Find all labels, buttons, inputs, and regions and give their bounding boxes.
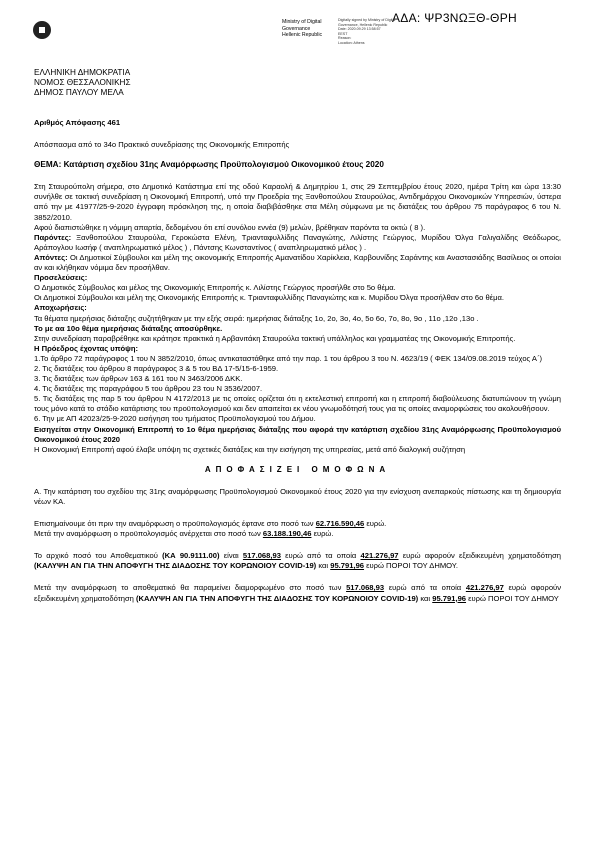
- agenda-order-line: Τα θέματα ημερήσιας διάταξης συζητήθηκαν με την εξής σειρά: ημερήσιας διάταξης 1ο, 2ο, 3ο, 4ο, 5ο 6ο, 7ο, 8ο, 9ο , 11ο ,12ο ,13ο .: [34, 313, 479, 323]
- chair-label: Η Πρόεδρος έχοντας υπόψη:: [34, 343, 139, 353]
- document-body: [34, 118, 561, 604]
- arrivals-line: Οι Δημοτικοί Σύμβουλοι και μέλη της Οικονομικής Επιτροπής κ. Τριανταφυλλίδης Παναγιώτης και κ. Μυρίδου Όλγα προσήλθαν στο 6ο θέμα.: [34, 293, 504, 303]
- secretary-paragraph: Στην συνεδρίαση παραβρέθηκε και κράτησε πρακτικά η Αρβανιτάκη Σταυρούλα τακτική υπάλληλος και γραμματέας της Οικονομικής Επιτροπής.: [34, 333, 516, 343]
- reserve-code: (ΚΑ 90.9111.00): [162, 551, 220, 561]
- present-label: Παρόντες:: [34, 232, 72, 242]
- reserve-text: ευρώ από τα οποία: [280, 551, 361, 561]
- reference-item: 2. Τις διατάξεις του άρθρου 8 παράγραφος 3 & 5 του ΒΔ 17-5/15-6-1959.: [34, 363, 279, 373]
- budget-before-prefix: Επισημαίνουμε ότι πριν την αναμόρφωση ο προϋπολογισμός έφτανε στο ποσό των: [34, 519, 316, 529]
- budget-after-line: [34, 529, 561, 539]
- quorum-line: Αφού διαπιστώθηκε η νόμιμη απαρτία, δεδομένου ότι επί συνόλου εννέα (9) μελών, βρέθηκαν παρόντα τα οκτώ ( 8 ).: [34, 222, 426, 232]
- ada-code: ΑΔΑ: ΨΡ3ΝΩΞΘ-ΘΡΗ: [392, 11, 517, 25]
- budget-after-suffix: ευρώ.: [311, 529, 334, 539]
- issuer-line: Ministry of Digital: [282, 19, 322, 25]
- header-line: ΔΗΜΟΣ ΠΑΥΛΟΥ ΜΕΛΑ: [34, 88, 124, 98]
- excerpt-line: Απόσπασμα από το 34ο Πρακτικό συνεδρίασης της Οικονομικής Επιτροπής: [34, 140, 290, 150]
- present-text: Ξανθοπούλου Σταυρούλα, Γεροκώστα Ελένη, Τριανταφυλλίδης Παναγιώτης, Λιλίστης Γεώργιος, Μυρίδου Όλγα Γαλιγαλίδης Θεόδωρος, Αράπογλου Ιωσήφ ( αναπληρωματικό μέλος ) , Πάντσης Κωνσταντίνος ( αναπληρωματικό μέλος ) .: [34, 232, 561, 252]
- budget-before-line: [34, 519, 561, 529]
- reserve-amount: 95.791,96: [330, 561, 365, 571]
- reserve-amount: 517.068,93: [242, 551, 281, 561]
- arrivals-label: Προσελεύσεις:: [34, 273, 88, 283]
- absent-label: Απόντες:: [34, 252, 68, 262]
- absent-text: Οι Δημοτικοί Σύμβουλοι και μέλη της οικονομικής Επιτροπής Αμανατίδου Χαρίκλεια, Καρβουνίδης Σαράντης και Αναστασιάδης Βασίλειος οι οποίοι αν και κλήθηκαν νόμιμα δεν προσήλθαν.: [34, 252, 561, 273]
- reserve-paragraph: [34, 551, 561, 571]
- departures-label: Αποχωρήσεις:: [34, 303, 87, 313]
- covid-funding-label: (ΚΑΛΥΨΗ ΑΝ ΓΙΑ ΤΗΝ ΑΠΟΦΥΓΗ ΤΗΣ ΔΙΑΔΟΣΗΣ ΤΟΥ ΚΟΡΩΝΟΙΟΥ COVID-19): [136, 593, 419, 603]
- signature-meta-line: Digitally signed by Ministry of Digital: [338, 18, 396, 22]
- signature-meta-line: EEST: [338, 31, 348, 36]
- reserve-text: ευρώ αφορούν εξειδικευμένη χρηματοδότηση: [398, 551, 561, 561]
- header-line: ΝΟΜΟΣ ΘΕΣΣΑΛΟΝΙΚΗΣ: [34, 78, 131, 88]
- reserve-after-amount: 421.276,97: [465, 583, 504, 593]
- reserve-after-text: και: [418, 593, 433, 603]
- reserve-text: Το αρχικό ποσό του Αποθεματικού: [34, 551, 163, 561]
- authority-header: [34, 68, 131, 99]
- issuer-line: Governance: [282, 25, 311, 32]
- covid-funding-label: (ΚΑΛΥΨΗ ΑΝ ΓΙΑ ΤΗΝ ΑΠΟΦΥΓΗ ΤΗΣ ΔΙΑΔΟΣΗΣ ΤΟΥ ΚΟΡΩΝΟΙΟΥ COVID-19): [34, 561, 317, 571]
- reference-item: 6. Την με ΑΠ 42023/25-9-2020 εισήγηση του τμήματος Προϋπολογισμού του Δήμου.: [34, 414, 316, 424]
- budget-before-suffix: ευρώ.: [364, 519, 387, 529]
- header-line: ΕΛΛΗΝΙΚΗ ΔΗΜΟΚΡΑΤΙΑ: [34, 68, 131, 77]
- reference-item: 1.Το άρθρο 72 παράγραφος 1 του Ν 3852/2010, όπως αντικαταστάθηκε από την παρ. 1 του άρθρου 3 του Ν. 4623/19 ( ΦΕΚ 134/09.08.2019 τεύχος Α΄): [34, 353, 543, 363]
- introduces-paragraph: Εισηγείται στην Οικονομική Επιτροπή το 1ο θέμα ημερήσιας διάταξης που αφορά την κατάρτιση σχεδίου 31ης Αναμόρφωσης Προϋπολογισμού Οικονομικού έτους 2020: [34, 424, 561, 444]
- signature-issuer: [282, 19, 322, 39]
- reserve-after-text: ευρώ ΠΟΡΟΙ ΤΟΥ ΔΗΜΟΥ: [466, 593, 559, 603]
- reserve-amount: 421.276,97: [360, 551, 399, 561]
- signature-metadata: [338, 18, 395, 46]
- reserve-after-amount: 95.791,96: [432, 593, 467, 603]
- reserve-after-text: ευρώ από τα οποία: [384, 583, 466, 593]
- signature-meta-line: Reason:: [338, 36, 352, 41]
- signature-meta-line: Governance, Hellenic Republic: [338, 22, 388, 27]
- reference-item: 4. Τις διατάξεις της παραγράφου 5 του άρθρου 23 του Ν 3536/2007.: [34, 384, 263, 394]
- reserve-text: και: [316, 561, 331, 571]
- budget-before-amount: 62.716.590,46: [315, 519, 365, 529]
- subject-line: ΘΕΜΑ: Κατάρτιση σχεδίου 31ης Αναμόρφωσης Προϋπολογισμού Οικονομικού έτους 2020: [34, 160, 384, 170]
- reserve-after-text: Μετά την αναμόρφωση το αποθεματικό θα παραμείνει διαμορφωμένο στο ποσό των: [34, 583, 347, 593]
- intro-paragraph: Στη Σταυρούπολη σήμερα, στο Δημοτικό Κατάστημα επί της οδού Καραολή & Δημητρίου 1, στις 29 Σεπτεμβρίου έτους 2020, ημέρα Τρίτη και ώρα 13:30 συνήλθε σε τακτική συνεδρίαση η Οικονομική Επιτροπή, υπό την Προεδρία της Ξανθοπούλου Σταυρούλας, Αντιδημάρχου Οικονομικών Υπηρεσιών, ύστερα από την με 41977/25-9-2020 έγγραφη πρόσκληση της, η οποία διαβιβάσθηκε στα Μέλη σύμφωνα με τις διατάξεις του άρθρου 75 παράγραφος 6 του Ν. 3852/2010.: [34, 182, 561, 222]
- issuer-line: Hellenic Republic: [282, 32, 323, 39]
- item-a-paragraph: Α. Την κατάρτιση του σχεδίου της 31ης αναμόρφωσης Προϋπολογισμού Οικονομικού έτους 2020 για την ενίσχυση ανεπαρκούς πίστωσης και τη δημιουργία νέων ΚΑ.: [34, 486, 561, 506]
- budget-after-amount: 63.188.190,46: [262, 529, 312, 539]
- decision-heading: ΑΠΟΦΑΣΙΖΕΙ ΟΜΟΦΩΝΑ: [204, 464, 391, 474]
- budget-after-prefix: Μετά την αναμόρφωση ο προϋπολογισμός ανέρχεται στο ποσό των: [34, 529, 263, 539]
- decision-number: Αριθμός Απόφασης 461: [34, 118, 121, 127]
- reserve-text: είναι: [219, 551, 243, 561]
- withdrawn-item-line: Το με αα 10ο θέμα ημερήσιας διάταξης αποσύρθηκε.: [34, 323, 223, 333]
- reference-item: 3. Τις διατάξεις των άρθρων 163 & 161 του Ν 3463/2006 ΔΚΚ.: [34, 374, 243, 384]
- reference-item: 5. Τις διατάξεις της παρ 5 του άρθρου Ν 4172/2013 με τις οποίες ορίζεται ότι η εκτελεστική επιτροπή και η επιτροπή διαβούλευσης διατυπώνουν τη γνώμη τους μόνο κατά το στάδιο κατάρτισης του προϋπολογισμού και δεν απαιτείται εκ νέου γνωμοδότησή τους για τις οποίες αναμορφώσεις του ακολουθήσουν.: [34, 394, 561, 414]
- reserve-after-amount: 517.068,93: [346, 583, 385, 593]
- present-paragraph: [34, 233, 561, 253]
- signature-meta-line: Date: 2020.09.29 13:58:57: [338, 27, 381, 32]
- government-seal-icon: [33, 21, 51, 39]
- absent-paragraph: [34, 253, 561, 273]
- arrivals-line: Ο Δημοτικός Σύμβουλος και μέλος της Οικονομικής Επιτροπής κ. Λιλίστης Γεώργιος προσήλθε στο 5ο θέμα.: [34, 283, 396, 293]
- reserve-after-text: ευρώ αφορούν εξειδικευμένη χρηματοδότηση: [34, 583, 561, 603]
- committee-paragraph: Η Οικονομική Επιτροπή αφού έλαβε υπόψη τις σχετικές διατάξεις και την εισήγηση της υπηρεσίας, μετά από διαλογική συζήτηση: [34, 444, 466, 454]
- reserve-text: ευρώ ΠΟΡΟΙ ΤΟΥ ΔΗΜΟΥ.: [364, 561, 459, 571]
- signature-meta-line: Location: Athens: [338, 40, 365, 45]
- reserve-after-paragraph: [34, 583, 561, 603]
